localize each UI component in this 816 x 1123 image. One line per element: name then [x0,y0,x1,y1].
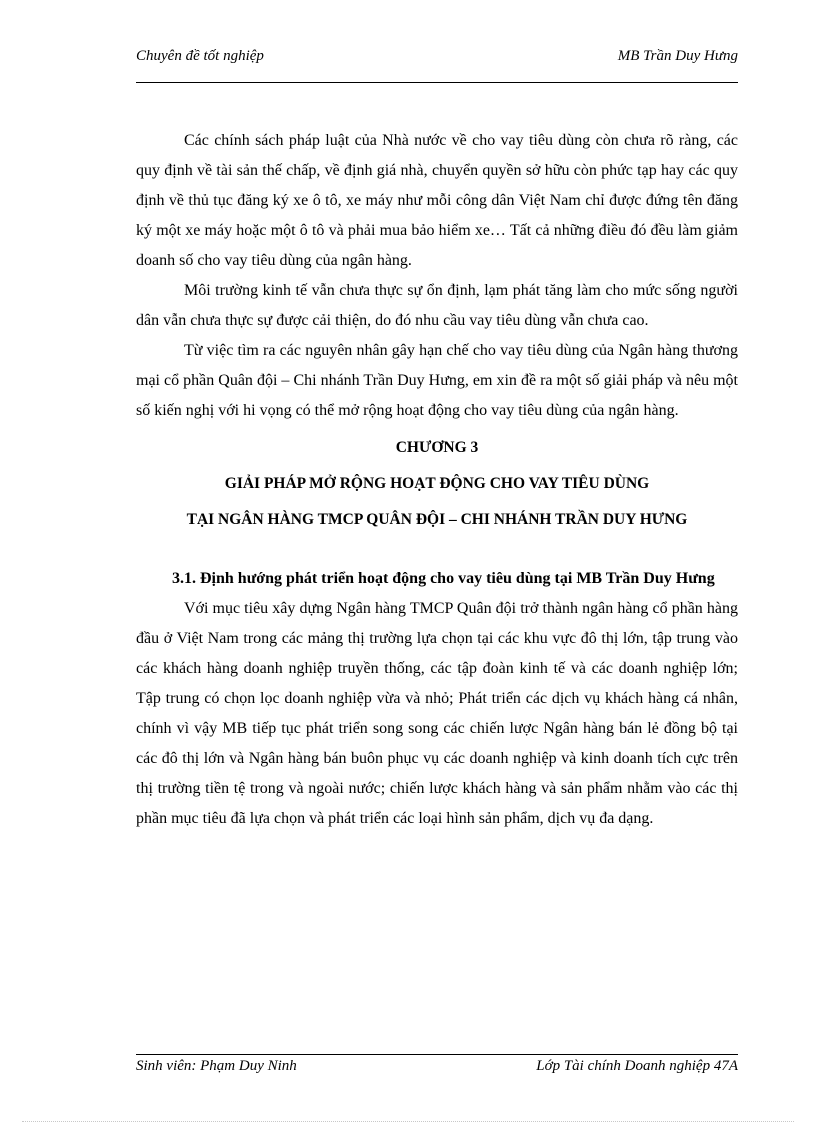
chapter-title-line-2: TẠI NGÂN HÀNG TMCP QUÂN ĐỘI – CHI NHÁNH TRẦN DUY HƯNG [186,511,688,528]
chapter-title-line-1: GIẢI PHÁP MỞ RỘNG HOẠT ĐỘNG CHO VAY TIÊU DÙNG [224,475,650,492]
page-footer [136,1058,738,1080]
footer-student-name: Sinh viên: Phạm Duy Ninh [136,1058,297,1074]
header-divider [136,82,738,83]
paragraph-legal-policy: Các chính sách pháp luật của Nhà nước về cho vay tiêu dùng còn chưa rõ ràng, các quy định về tài sản thế chấp, về định giá nhà, chuyển quyền sở hữu còn phức tạp hay các quy định về thủ tục đăng ký xe ô tô, xe máy như mỗi công dân Việt Nam chỉ được đứng tên đăng ký một xe máy hoặc một ô tô và phải mua bảo hiểm xe… Tất cả những điều đó đều làm giảm doanh số cho vay tiêu dùng của ngân hàng. [136,132,738,269]
header-document-type: Chuyên đề tốt nghiệp [136,48,264,64]
page-edge-divider [22,1121,794,1122]
page-body [136,126,738,834]
page-header [136,48,738,70]
footer-divider [136,1054,738,1055]
header-branch-name: MB Trần Duy Hưng [617,48,738,64]
paragraph-proposal-intro: Từ việc tìm ra các nguyên nhân gây hạn chế cho vay tiêu dùng của Ngân hàng thương mại cổ phần Quân đội – Chi nhánh Trần Duy Hưng, em xin đề ra một số giải pháp và nêu một số kiến nghị với hi vọng có thể mở rộng hoạt động cho vay tiêu dùng của ngân hàng. [136,342,738,419]
paragraph-economic-environment: Môi trường kinh tế vẫn chưa thực sự ổn định, lạm phát tăng làm cho mức sống người dân vẫn chưa thực sự được cải thiện, do đó nhu cầu vay tiêu dùng vẫn chưa cao. [136,282,738,329]
chapter-number: CHƯƠNG 3 [395,439,479,456]
section-paragraph: Với mục tiêu xây dựng Ngân hàng TMCP Quân đội trở thành ngân hàng cổ phần hàng đầu ở Việt Nam trong các mảng thị trường lựa chọn tại các khu vực đô thị lớn, tập trung vào các khách hàng doanh nghiệp truyền thống, các tập đoàn kinh tế và các doanh nghiệp lớn; Tập trung có chọn lọc doanh nghiệp vừa và nhỏ; Phát triển các dịch vụ khách hàng cá nhân, chính vì vậy MB tiếp tục phát triển song song các chiến lược Ngân hàng bán lẻ đồng bộ tại các đô thị lớn và Ngân hàng bán buôn phục vụ các doanh nghiệp và kinh doanh tích cực trên thị trường tiền tệ trong và ngoài nước; chiến lược khách hàng và sản phẩm nhằm vào các thị phần mục tiêu đã lựa chọn và phát triển các loại hình sản phẩm, dịch vụ đa dạng. [136,600,738,827]
section-heading: 3.1. Định hướng phát triển hoạt động cho vay tiêu dùng tại MB Trần Duy Hưng [172,570,715,587]
footer-class-name: Lớp Tài chính Doanh nghiệp 47A [536,1058,738,1074]
